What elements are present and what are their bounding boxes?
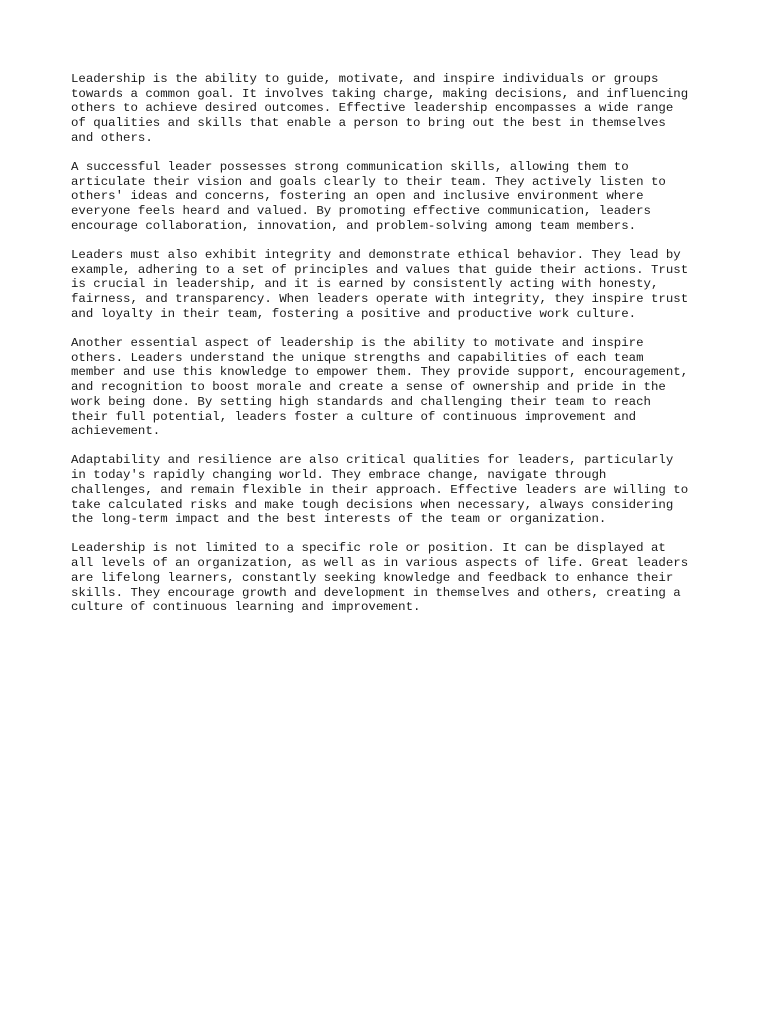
paragraph-leadership-levels: Leadership is not limited to a specific role or position. It can be displayed at all levels of an organization, as well as in various aspects of life. Great leaders are lifelong learners, constantly seeking knowledge and feedback to enhance their skills. They encourage growth and development in themselves and others, creating a culture of continuous learning and improvement.: [71, 541, 689, 615]
document-page: [71, 72, 701, 630]
paragraph-motivation: Another essential aspect of leadership is the ability to motivate and inspire others. Leaders understand the unique strengths and capabilities of each team member and use this knowledge to empower them. They provide support, encouragement, and recognition to boost morale and create a sense of ownership and pride in the work being done. By setting high standards and challenging their team to reach their full potential, leaders foster a culture of continuous improvement and achievement.: [71, 336, 689, 439]
paragraph-integrity: Leaders must also exhibit integrity and demonstrate ethical behavior. They lead by example, adhering to a set of principles and values that guide their actions. Trust is crucial in leadership, and it is earned by consistently acting with honesty, fairness, and transparency. When leaders operate with integrity, they inspire trust and loyalty in their team, fostering a positive and productive work culture.: [71, 248, 689, 321]
paragraph-communication: A successful leader possesses strong communication skills, allowing them to articulate their vision and goals clearly to their team. They actively listen to others' ideas and concerns, fostering an open and inclusive environment where everyone feels heard and valued. By promoting effective communication, leaders encourage collaboration, innovation, and problem-solving among team members.: [71, 160, 666, 233]
paragraph-leadership-definition: Leadership is the ability to guide, motivate, and inspire individuals or groups towards a common goal. It involves taking charge, making decisions, and influencing others to achieve desired outcomes. Effective leadership encompasses a wide range of qualities and skills that enable a person to bring out the best in themselves and others.: [71, 72, 689, 145]
paragraph-adaptability: Adaptability and resilience are also critical qualities for leaders, particularly in today's rapidly changing world. They embrace change, navigate through challenges, and remain flexible in their approach. Effective leaders are willing to take calculated risks and make tough decisions when necessary, always considering the long-term impact and the best interests of the team or organization.: [71, 453, 689, 527]
